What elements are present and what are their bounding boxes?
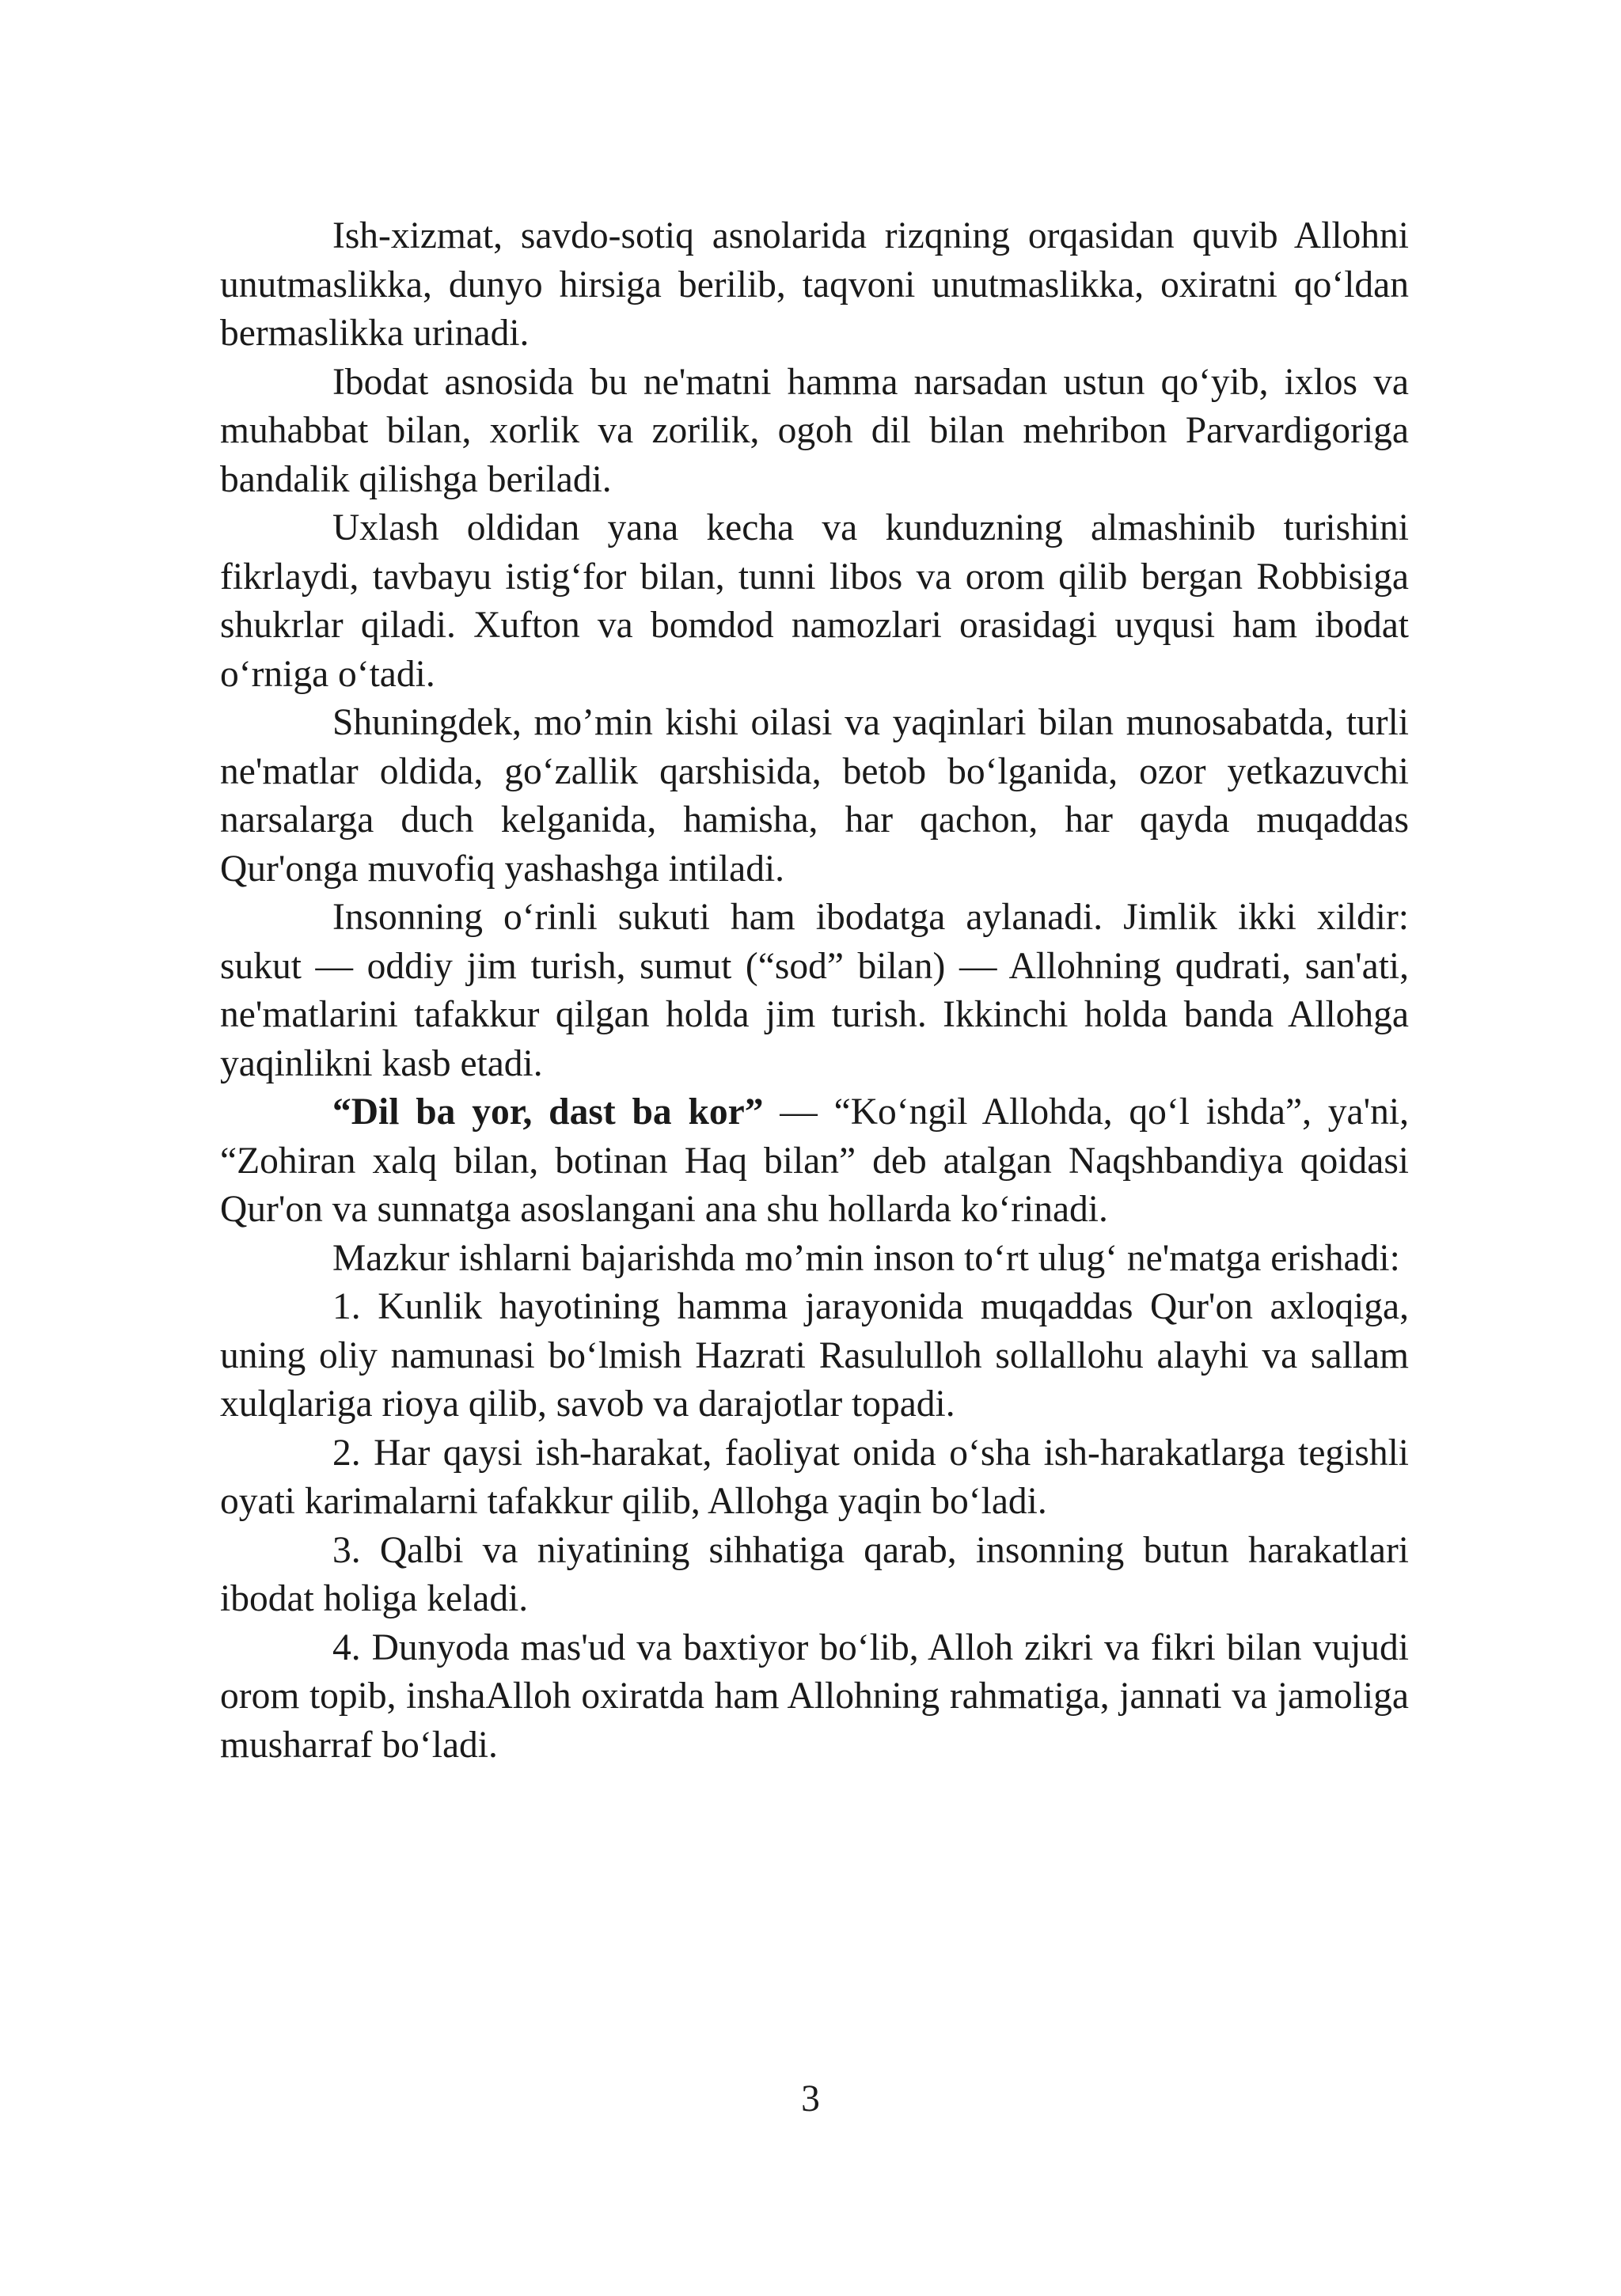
paragraph-11-text: 4. Dunyoda mas'ud va baxtiyor bo‘lib, Alloh zikri va fikri bilan vujudi orom topib, inshaAlloh oxiratda ham Allohning rahmatiga, jannati va jamoliga musharraf bo‘ladi. [220, 1626, 1409, 1766]
paragraph-5-text: Insonning o‘rinli sukuti ham ibodatga aylanadi. Jimlik ikki xildir: sukut — oddiy jim turish, sumut (“sod” bilan) — Allohning qudrati, san'ati, ne'matlarini tafakkur qilgan holda jim turish. Ikkinchi holda banda Allohga yaqinlikni kasb etadi. [220, 897, 1409, 1084]
paragraph-7-text: Mazkur ishlarni bajarishda mo’min inson to‘rt ulug‘ ne'matga erishadi: [332, 1237, 1400, 1279]
paragraph-4-text: Shuningdek, mo’min kishi oilasi va yaqinlari bilan munosabatda, turli ne'matlar oldida, go‘zallik qarshisida, betob bo‘lganida, ozor yetkazuvchi narsalarga duch kelganida, hamisha, har qachon, har qayda muqaddas Qur'onga muvofiq yashashga intiladi. [220, 702, 1409, 890]
paragraph-6 [220, 1088, 1409, 1235]
paragraph-2-text: Ibodat asnosida bu ne'matni hamma narsadan ustun qo‘yib, ixlos va muhabbat bilan, xorlik va zorilik, ogoh dil bilan mehribon Parvardigoriga bandalik qilishga beriladi. [220, 361, 1409, 500]
paragraph-3 [220, 504, 1409, 699]
page-body [220, 212, 1409, 1770]
paragraph-7 [220, 1235, 1409, 1284]
paragraph-8 [220, 1283, 1409, 1429]
paragraph-6-text: — “Ko‘ngil Allohda, qo‘l ishda”, ya'ni, “Zohiran xalq bilan, botinan Haq bilan” deb atalgan Naqshbandiya qoidasi Qur'on va sunnatga asoslangani ana shu hollarda ko‘rinadi. [220, 1091, 1409, 1230]
paragraph-2 [220, 359, 1409, 505]
paragraph-1-text: Ish-xizmat, savdo-sotiq asnolarida rizqning orqasidan quvib Allohni unutmaslikka, dunyo hirsiga berilib, taqvoni unutmaslikka, oxiratni qo‘ldan bermaslikka urinadi. [220, 215, 1409, 354]
page-number: 3 [801, 2078, 820, 2120]
paragraph-10 [220, 1527, 1409, 1624]
paragraph-4 [220, 699, 1409, 894]
paragraph-10-text: 3. Qalbi va niyatining sihhatiga qarab, insonning butun harakatlari ibodat holiga keladi. [220, 1529, 1409, 1619]
paragraph-6-lead: “Dil ba yor, dast ba kor” [332, 1091, 764, 1133]
paragraph-11 [220, 1624, 1409, 1770]
paragraph-9 [220, 1429, 1409, 1527]
paragraph-3-text: Uxlash oldidan yana kecha va kunduzning almashinib turishini fikrlaydi, tavbayu istig‘for bilan, tunni libos va orom qilib bergan Robbisiga shukrlar qiladi. Xufton va bomdod namozlari orasidagi uyqusi ham ibodat o‘rniga o‘tadi. [220, 507, 1409, 695]
paragraph-9-text: 2. Har qaysi ish-harakat, faoliyat onida o‘sha ish-harakatlarga tegishli oyati karimalarni tafakkur qilib, Allohga yaqin bo‘ladi. [220, 1432, 1409, 1522]
paragraph-8-text: 1. Kunlik hayotining hamma jarayonida muqaddas Qur'on axloqiga, uning oliy namunasi bo‘lmish Hazrati Rasululloh sollallohu alayhi va sallam xulqlariga rioya qilib, savob va darajotlar topadi. [220, 1286, 1409, 1425]
paragraph-1 [220, 212, 1409, 359]
paragraph-5 [220, 894, 1409, 1088]
